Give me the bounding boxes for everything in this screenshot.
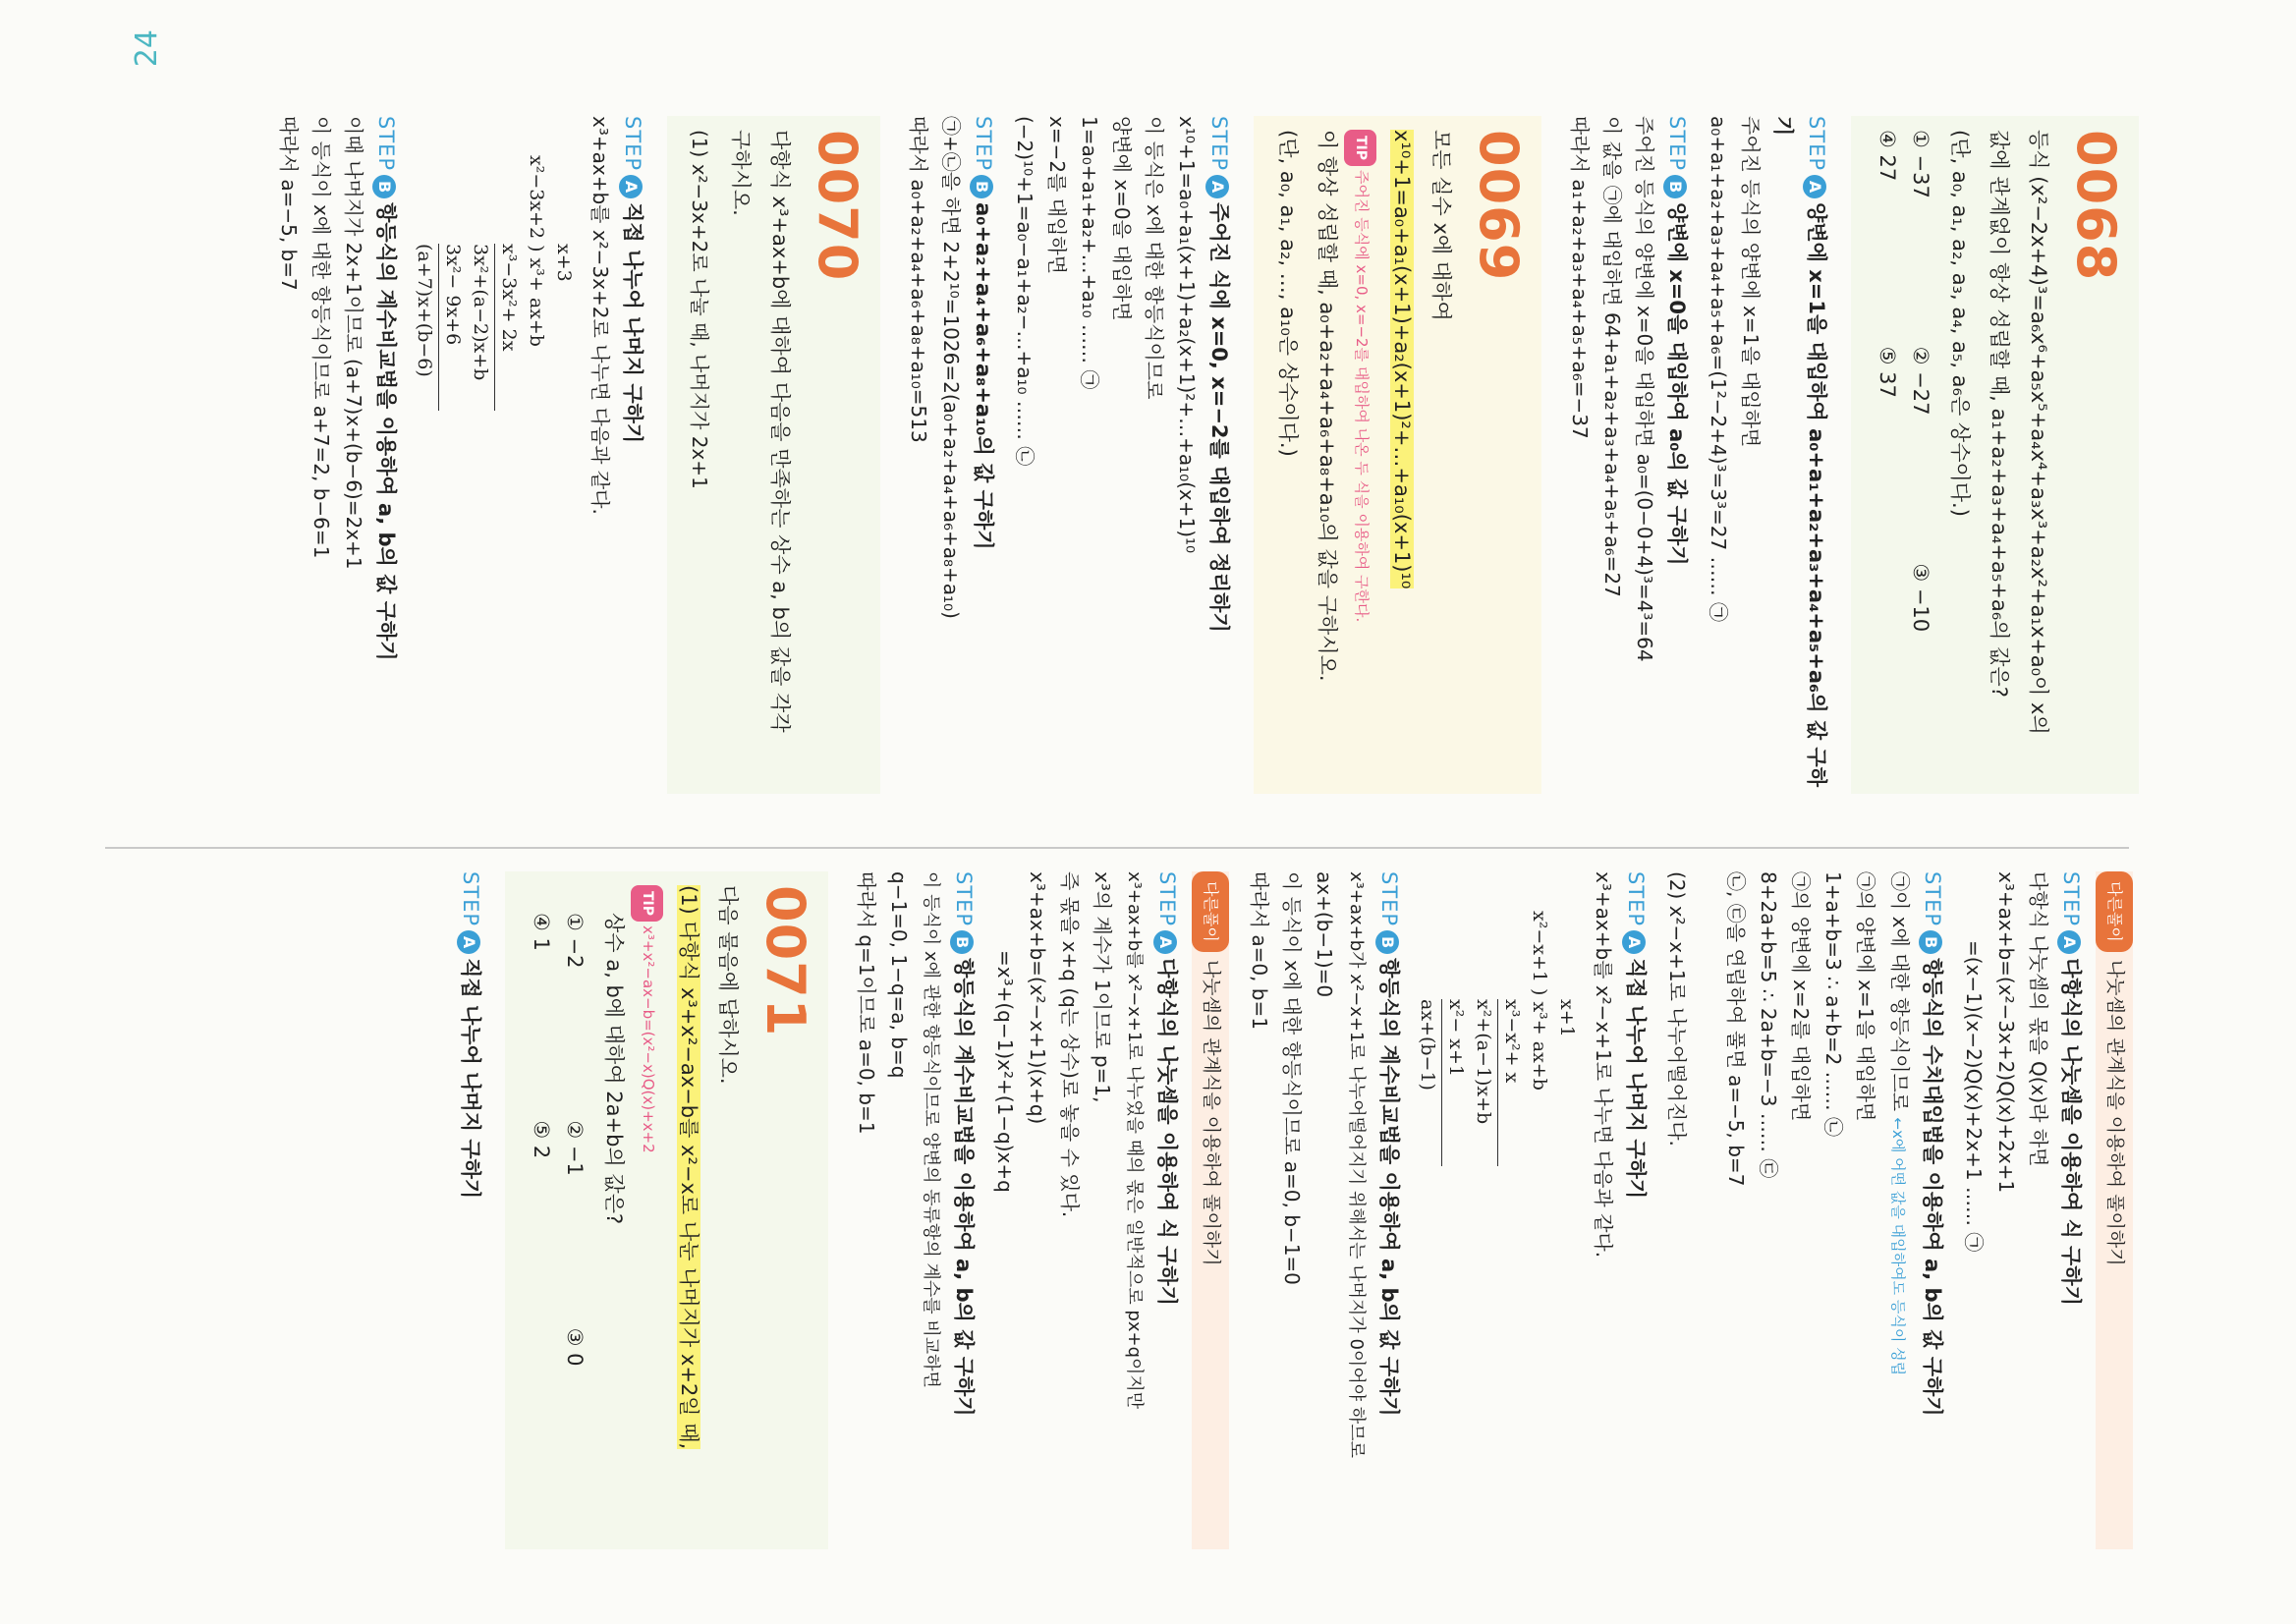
choice: ⑤ 2 [530, 1120, 553, 1159]
problem-condition: (단, a₀, a₁, a₂, …, a₁₀은 상수이다.) [1276, 130, 1300, 457]
step-b-heading: STEPB항등식의 계수비교법을 이용하여 a, b의 값 구하기 [374, 116, 398, 661]
alt-solution-bar: 다른풀이나눗셈의 관계식을 이용하여 풀이하기 [1192, 871, 1229, 1549]
tip-text: x³+x²−ax−b=(x²−x)Q(x)+x+2 [640, 925, 657, 1153]
choice: ④ 27 [1876, 130, 1899, 182]
solution-line: x³의 계수가 1이므로 p=1, [1091, 871, 1114, 1103]
step-a-heading: STEPA직접 나누어 나머지 구하기 [459, 871, 482, 1200]
problem-text: 등식 (x²−2x+4)³=a₆x⁶+a₅x⁵+a₄x⁴+a₃x³+a₂x²+a₁x+a₀이 x의 [2027, 130, 2050, 735]
solution-line: 따라서 a₁+a₂+a₃+a₄+a₅+a₆=−37 [1568, 116, 1592, 439]
solution-line: x³+ax+b를 x²−x+1로 나누면 다음과 같다. [1592, 871, 1615, 1259]
division-quotient: x+1 [1556, 999, 1578, 1037]
problem-number: 0069 [1468, 130, 1530, 282]
division-line: x²+(a−1)x+b [1470, 999, 1498, 1166]
solution-line: a₀+a₁+a₂+a₃+a₄+a₅+a₆=(1²−2+4)³=3³=27 …… ㉠ [1707, 116, 1730, 622]
problem-0070 [667, 116, 880, 794]
problem-text: 모든 실수 x에 대하여 [1429, 130, 1453, 321]
choice: ① −2 [563, 913, 587, 969]
choice: ⑤ 37 [1876, 346, 1899, 398]
step-b-heading: STEPB항등식의 수치대입법을 이용하여 a, b의 값 구하기 [1921, 871, 1944, 1417]
step-b-heading: STEPB항등식의 계수비교법을 이용하여 a, b의 값 구하기 [1377, 871, 1401, 1417]
step-b-heading: STEPBa₀+a₂+a₄+a₆+a₈+a₁₀의 값 구하기 [972, 116, 995, 550]
solution-line: 이 등식이 x에 대한 항등식이므로 a=0, b−1=0 [1280, 871, 1304, 1285]
solution-line: x³+ax+b=(x²−x+1)(x+q) [1026, 871, 1049, 1125]
step-b-heading: STEPB양변에 x=0을 대입하여 a₀의 값 구하기 [1665, 116, 1689, 566]
problem-text: 다음 물음에 답하시오. [716, 885, 740, 1085]
column-divider [105, 847, 2129, 849]
choice: ② −27 [1909, 346, 1932, 416]
problem-0068 [1851, 116, 2139, 794]
division-line: x²− x+1 [1445, 999, 1467, 1078]
solution-line: 주어진 등식의 양변에 x=0을 대입하면 a₀=(0−0+4)³=4³=64 [1633, 116, 1656, 662]
sub-question: (2) x²−x+1로 나누어떨어진다. [1665, 871, 1689, 1147]
solution-line: 따라서 a₀+a₂+a₄+a₆+a₈+a₁₀=513 [907, 116, 930, 443]
problem-text: 이 항상 성립할 때, a₀+a₂+a₄+a₆+a₈+a₁₀의 값을 구하시오. [1316, 130, 1339, 682]
long-division [411, 155, 578, 794]
solution-line: x³+ax+b를 x²−x+1로 나누었을 때의 몫은 일반적으로 px+q이지만 [1124, 871, 1145, 1410]
solution-line: (−2)¹⁰+1=a₀−a₁+a₂−…+a₁₀ …… ㉡ [1013, 116, 1036, 467]
solution-line: x³+ax+b를 x²−3x+2로 나누면 다음과 같다. [588, 116, 612, 515]
problem-0069 [1254, 116, 1541, 794]
problem-text: 상수 a, b에 대하여 2a+b의 값은? [602, 913, 626, 1225]
solution-line: ax+(b−1)=0 [1313, 871, 1336, 998]
choice: ④ 1 [530, 913, 553, 951]
tip-text: 주어진 등식에 x=0, x=−2를 대입하여 나온 두 식을 이용하여 구한다. [1353, 170, 1371, 623]
alt-solution-badge: 다른풀이 [1192, 871, 1229, 952]
solution-line: 1=a₀+a₁+a₂+…+a₁₀ …… ㉠ [1078, 116, 1101, 390]
right-column [454, 871, 2139, 1549]
solution-line: =x³+(q−1)x²+(1−q)x+q [993, 950, 1017, 1193]
solution-line: ㉠이 x에 대한 항등식이므로 [1888, 871, 1912, 1112]
division-line: 3x²− 9x+6 [442, 244, 464, 346]
solution-line: q−1=0, 1−q=a, b=q [887, 871, 911, 1079]
solution-line: 따라서 q=1이므로 a=0, b=1 [855, 871, 878, 1135]
solution-line: 1+a+b=3 ∴ a+b=2 …… ㉡ [1821, 871, 1845, 1138]
highlighted-equation: x¹⁰+1=a₀+a₁(x+1)+a₂(x+1)²+…+a₁₀(x+1)¹⁰ [1390, 130, 1414, 589]
division-line: x³−x²+ x [1501, 999, 1523, 1084]
problem-text: 다항식 x³+ax+b에 대하여 다음을 만족하는 상수 a, b의 값을 각각 [768, 130, 792, 733]
choice: ① −37 [1909, 130, 1932, 198]
step-a-heading: STEPA다항식의 나눗셈을 이용하여 식 구하기 [1155, 871, 1179, 1306]
solution-line: x¹⁰+1=a₀+a₁(x+1)+a₂(x+1)²+…+a₁₀(x+1)¹⁰ [1175, 116, 1199, 554]
solution-line: 이 등식이 x에 관한 항등식이므로 양변의 동류항의 계수를 비교하면 [921, 871, 941, 1388]
solution-line: 이 등식은 x에 대한 항등식이므로 [1143, 116, 1166, 400]
step-a-heading: STEPA다항식의 나눗셈을 이용하여 식 구하기 [2059, 871, 2083, 1306]
alt-solution-bar: 다른풀이나눗셈의 관계식을 이용하여 풀이하기 [2096, 871, 2133, 1549]
choice: ③ 0 [563, 1327, 587, 1367]
division-line: x³−3x²+ 2x [498, 244, 520, 352]
answer-choices [525, 885, 591, 1536]
choice: ② −1 [563, 1120, 587, 1176]
page-number: 24 [130, 29, 164, 68]
problem-text: 값에 관계없이 항상 성립할 때, a₁+a₂+a₃+a₄+a₅+a₆의 값은? [1988, 130, 2011, 698]
solution-line: 따라서 a=−5, b=7 [277, 116, 301, 291]
solution-line: ㉠의 양변에 x=1을 대입하면 [1854, 871, 1877, 1122]
division-line: x²−3x+2 ) x³+ ax+b [526, 155, 547, 347]
problem-condition: (단, a₀, a₁, a₂, a₃, a₄, a₅, a₆은 상수이다.) [1948, 130, 1972, 517]
problem-number: 0070 [807, 130, 868, 282]
solution-line: 이 등식이 x에 대한 항등식이므로 a+7=2, b−6=1 [309, 116, 333, 559]
solution-line: 즉 몫을 x+q (q는 상수)로 놓을 수 있다. [1058, 871, 1082, 1218]
division-line: x²−x+1 ) x³+ ax+b [1529, 911, 1550, 1091]
step-a-heading: STEPA주어진 식에 x=0, x=−2를 대입하여 정리하기 [1207, 116, 1231, 633]
sub-question: (1) 다항식 x³+x²−ax−b를 x²−x로 나눈 나머지가 x+2일 때, [677, 885, 700, 1450]
solution-line: 이 값을 ㉠에 대입하면 64+a₁+a₂+a₃+a₄+a₅+a₆=27 [1600, 116, 1624, 597]
division-line: 3x²+(a−2)x+b [467, 244, 495, 411]
solution-line: 이때 나머지가 2x+1이므로 (a+7)x+(b−6)=2x+1 [342, 116, 365, 570]
solution-line: x³+ax+b=(x²−3x+2)Q(x)+2x+1 [1994, 871, 2018, 1194]
step-a-heading: STEPA직접 나누어 나머지 구하기 [621, 116, 644, 444]
division-remainder: (a+7)x+(b−6) [411, 244, 439, 411]
solution-line: ㉡, ㉢을 연립하여 풀면 a=−5, b=7 [1724, 871, 1748, 1187]
problem-0071 [505, 871, 828, 1549]
solution-line: ㉠의 양변에 x=2를 대입하면 [1789, 871, 1813, 1122]
solution-line: x³+ax+b가 x²−x+1로 나누어떨어지기 위해서는 나머지가 0이어야 하므로 [1346, 871, 1367, 1458]
problem-number: 0068 [2065, 130, 2127, 282]
solution-line: 양변에 x=0을 대입하면 [1110, 116, 1134, 321]
solution-line: 주어진 등식의 양변에 x=1을 대입하면 [1739, 116, 1763, 448]
solution-line: 따라서 a=0, b=1 [1248, 871, 1271, 1030]
division-remainder: ax+(b−1) [1414, 999, 1442, 1166]
problem-text: 구하시오. [729, 130, 753, 216]
long-division [1414, 911, 1581, 1549]
side-note: ←x에 어떤 값을 대입하여도 등식이 성립 [1889, 1117, 1907, 1376]
tip-badge: TIP [1344, 130, 1376, 166]
solution-line: ㉠+㉡을 하면 2+2¹⁰=1026=2(a₀+a₂+a₄+a₆+a₈+a₁₀) [939, 116, 963, 619]
solution-line: x=−2를 대입하면 [1045, 116, 1069, 275]
problem-number: 0071 [755, 885, 816, 1037]
solution-line: 8+2a+b=5 ∴ 2a+b=−3 …… ㉢ [1757, 871, 1780, 1179]
solution-line: =(x−1)(x−2)Q(x)+2x+1 …… ㉠ [1962, 940, 1986, 1253]
step-a-heading: STEPA양변에 x=1을 대입하여 a₀+a₁+a₂+a₃+a₄+a₅+a₆의 값 구하기 [1771, 116, 1828, 787]
left-column [272, 116, 2139, 794]
solution-line: 다항식 나눗셈의 몫을 Q(x)라 하면 [2027, 871, 2050, 1167]
step-b-heading: STEPB항등식의 계수비교법을 이용하여 a, b의 값 구하기 [952, 871, 976, 1417]
choice: ③ −10 [1909, 563, 1932, 633]
answer-choices [1871, 130, 1937, 780]
step-a-heading: STEPA직접 나누어 나머지 구하기 [1624, 871, 1648, 1200]
tip-badge: TIP [631, 885, 663, 922]
alt-solution-badge: 다른풀이 [2096, 871, 2133, 952]
sub-question: (1) x²−3x+2로 나눌 때, 나머지가 2x+1 [688, 130, 711, 489]
division-quotient: x+3 [553, 244, 575, 282]
